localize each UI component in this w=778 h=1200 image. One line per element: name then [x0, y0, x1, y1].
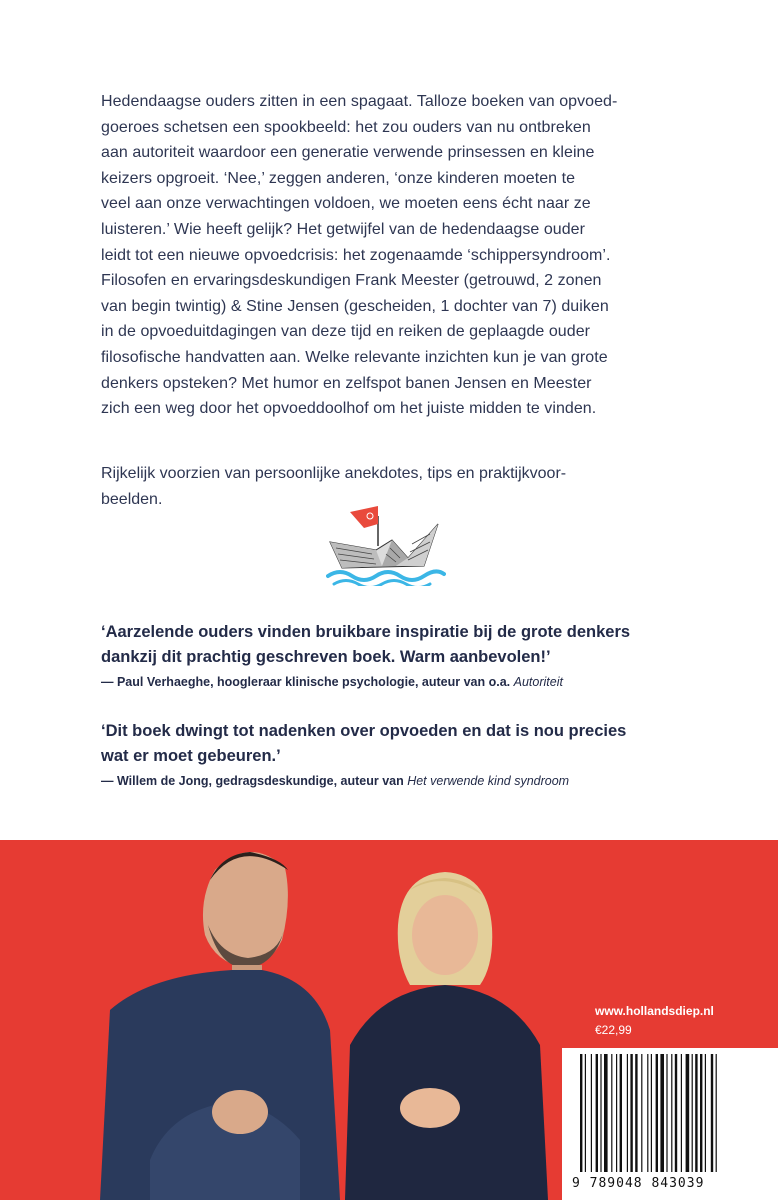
barcode-bar: [596, 1054, 598, 1172]
price-label: €22,99: [595, 1023, 632, 1037]
barcode-bar: [686, 1054, 690, 1172]
barcode-bar: [675, 1054, 677, 1172]
barcode-bar: [580, 1054, 582, 1172]
blurb-line: van begin twintig) & Stine Jensen (gescheiden, 1 dochter van 7) duiken: [101, 297, 609, 315]
barcode-bar: [660, 1054, 664, 1172]
blurb-extra-line: beelden.: [101, 490, 163, 508]
barcode-bars: [580, 1054, 770, 1172]
barcode-bar: [641, 1054, 642, 1172]
barcode-bar: [695, 1054, 697, 1172]
attribution-work-title: Het verwende kind syndroom: [407, 774, 570, 788]
blurb-line: zich een weg door het opvoeddoolhof om het juiste midden te vinden.: [101, 400, 597, 418]
blurb-line: Filosofen en ervaringsdeskundigen Frank Meester (getrouwd, 2 zonen: [101, 272, 602, 290]
quote-line: wat er moet gebeuren.’: [101, 747, 281, 765]
barcode-bar: [635, 1054, 637, 1172]
barcode-bar: [604, 1054, 608, 1172]
blurb-line: veel aan onze verwachtingen voldoen, we moeten eens écht naar ze: [101, 195, 591, 213]
blurb-line: denkers opsteken? Met humor en zelfspot banen Jensen en Meester: [101, 374, 592, 392]
paper-boat-icon: [326, 504, 446, 586]
quote-attribution: [101, 672, 701, 692]
blurb-line: leidt tot een nieuwe opvoedcrisis: het zogenaamde ‘schippersyndroom’.: [101, 246, 611, 264]
barcode-bar: [651, 1054, 652, 1172]
female-author-figure: [345, 872, 548, 1200]
barcode-bar: [716, 1054, 717, 1172]
blurb-line: filosofische handvatten aan. Welke relevante inzichten kun je van grote: [101, 348, 608, 366]
review-quote-1: [101, 620, 701, 692]
male-author-figure: [100, 852, 340, 1200]
blurb-line: Hedendaagse ouders zitten in een spagaat. Talloze boeken van opvoed-: [101, 93, 618, 110]
blurb-line: keizers opgroeit. ‘Nee,’ zeggen anderen, ‘onze kinderen moeten te: [101, 169, 576, 187]
barcode-bar: [705, 1054, 706, 1172]
quote-line: dankzij dit prachtig geschreven boek. Warm aanbevolen!’: [101, 648, 551, 666]
barcode-bar: [700, 1054, 702, 1172]
barcode-bar: [681, 1054, 682, 1172]
barcode-bar: [671, 1054, 672, 1172]
review-quote-2: [101, 719, 701, 791]
barcode-bar: [616, 1054, 617, 1172]
barcode-bar: [600, 1054, 601, 1172]
barcode-bar: [666, 1054, 667, 1172]
barcode-bar: [627, 1054, 628, 1172]
barcode-bar: [585, 1054, 586, 1172]
blurb-line: in de opvoeduitdagingen van deze tijd en reiken de geplaagde ouder: [101, 323, 591, 341]
barcode-bar: [656, 1054, 658, 1172]
blurb-line: aan autoriteit waardoor een generatie verwende prinsessen en kleine: [101, 144, 595, 162]
barcode-bar: [630, 1054, 632, 1172]
blurb-extra-line: Rijkelijk voorzien van persoonlijke anekdotes, tips en praktijkvoor-: [101, 465, 567, 482]
barcode-bar: [591, 1054, 592, 1172]
attribution-text: — Paul Verhaeghe, hoogleraar klinische psychologie, auteur van o.a.: [101, 675, 514, 689]
attribution-work-title: Autoriteit: [513, 675, 563, 689]
publisher-website: www.hollandsdiep.nl: [595, 1004, 714, 1018]
quote-line: ‘Dit boek dwingt tot nadenken over opvoeden en dat is nou precies: [101, 722, 627, 740]
quote-line: ‘Aarzelende ouders vinden bruikbare inspiratie bij de grote denkers: [101, 623, 631, 641]
blurb-paragraph: [101, 89, 681, 422]
isbn-number: 9 789048 843039: [572, 1176, 705, 1191]
barcode-bar: [620, 1054, 622, 1172]
barcode-bar: [692, 1054, 693, 1172]
barcode-bar: [711, 1054, 713, 1172]
blurb-line: goeroes schetsen een spookbeeld: het zou ouders van nu ontbreken: [101, 118, 591, 136]
quote-attribution: [101, 771, 701, 791]
attribution-text: — Willem de Jong, gedragsdeskundige, auteur van: [101, 774, 408, 788]
blurb-line: luisteren.’ Wie heeft gelijk? Het getwijfel van de hedendaagse ouder: [101, 220, 585, 238]
isbn-barcode: [562, 1048, 778, 1200]
barcode-bar: [611, 1054, 612, 1172]
barcode-bar: [647, 1054, 648, 1172]
